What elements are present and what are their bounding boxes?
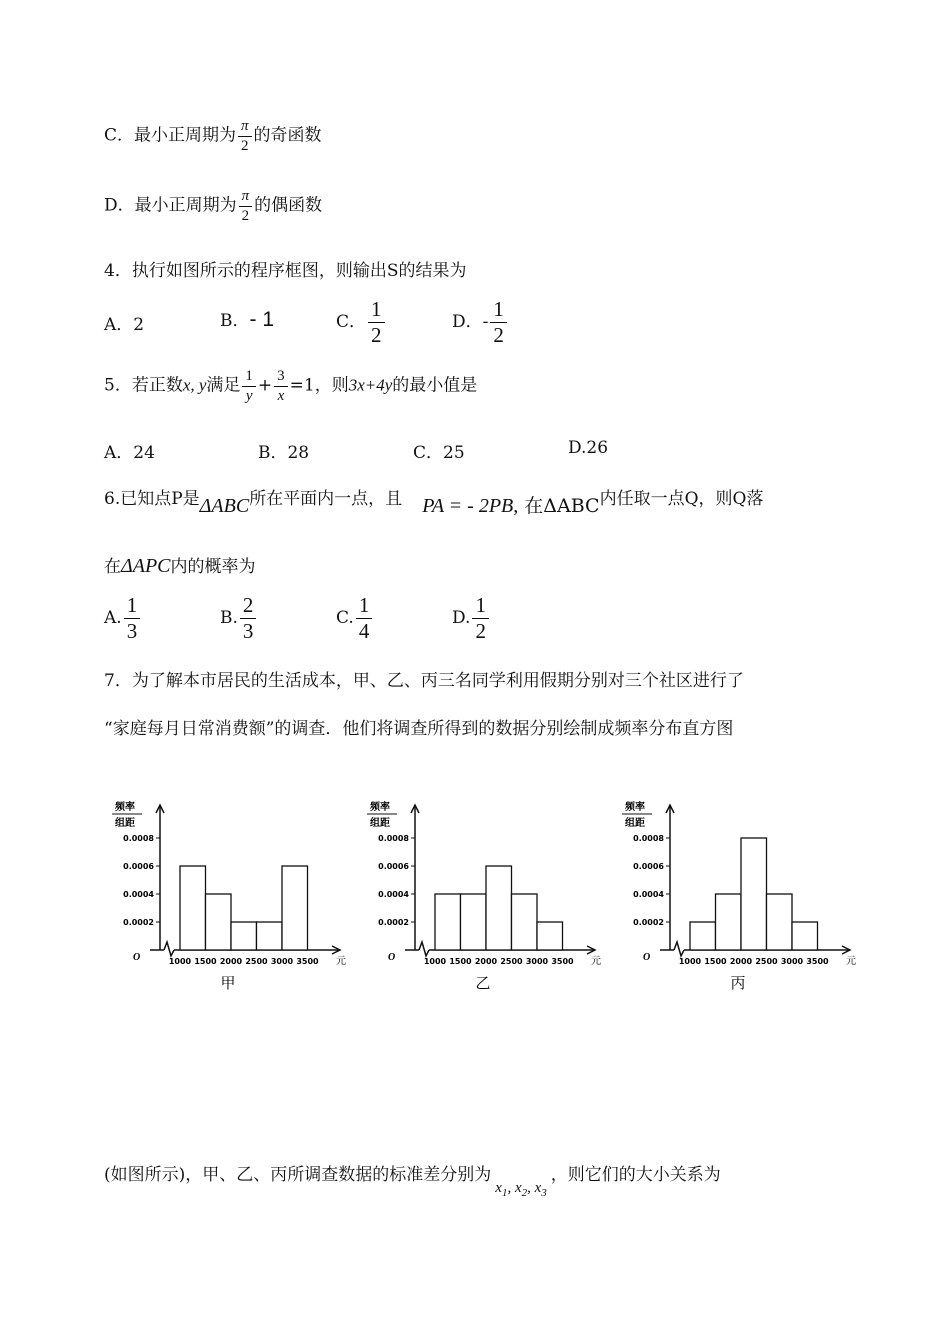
q5-suffix: 的最小值是 — [392, 375, 478, 396]
chart1-xtick-label-0: 1000 — [168, 957, 192, 966]
q7-line-1: 7．为了解本市居民的生活成本，甲、乙、丙三名同学利用假期分别对三个社区进行了 — [104, 671, 744, 691]
q4-stem: 4．执行如图所示的程序框图，则输出S的结果为 — [104, 261, 467, 281]
q6-a-num: 1 — [124, 594, 141, 619]
q3-c-suffix: 的奇函数 — [253, 125, 322, 146]
chart3-xtick-label-3: 2500 — [755, 957, 778, 966]
chart2-bar-0 — [435, 894, 461, 950]
q5-option-b: B．28 — [258, 443, 310, 463]
chart3-ytick-label-2: 0.0006 — [633, 862, 664, 871]
q5-stem — [104, 368, 477, 404]
q4-d-den: 2 — [493, 323, 504, 348]
chart2-ytick-label-2: 0.0006 — [378, 862, 409, 871]
q6-b-prefix: B. — [220, 608, 238, 629]
chart2-ylabel-bottom: 组距 — [370, 818, 390, 829]
q5-f1-den: y — [245, 387, 253, 404]
q6-option-a — [104, 594, 142, 643]
q5-option-d: D.26 — [568, 438, 609, 458]
chart3-x-unit: 元 — [846, 956, 856, 967]
chart1-ytick-label-2: 0.0006 — [123, 862, 154, 871]
chart3-bar-0 — [690, 922, 716, 950]
chart3-ytick-label-1: 0.0004 — [633, 890, 664, 899]
q4-option-c — [336, 298, 387, 347]
q4-c-num: 1 — [368, 298, 385, 323]
chart1-title: 甲 — [220, 974, 236, 992]
q5-eq: =1，则 — [289, 375, 349, 396]
chart3-x-axis-break — [674, 942, 684, 956]
q7-line-2: “家庭每月日常消费额”的调查．他们将调查所得到的数据分别绘制成频率分布直方图 — [104, 719, 734, 739]
q6-c-fraction — [356, 594, 373, 643]
chart2-xtick-label-1: 1500 — [449, 957, 472, 966]
q3-option-d — [104, 188, 322, 224]
q6-option-d — [452, 594, 491, 643]
chart1-x-unit: 元 — [336, 956, 346, 967]
histogram-figures — [100, 790, 860, 1000]
q6-option-b — [220, 594, 258, 643]
chart1-xtick-label-3: 2500 — [245, 957, 268, 966]
q5-vars: x, y — [182, 375, 207, 395]
chart1-xtick-label-5: 3500 — [296, 957, 319, 966]
q3-option-c — [104, 118, 322, 154]
q3-d-fraction — [239, 188, 253, 224]
chart2-xtick-label-0: 1000 — [423, 957, 447, 966]
chart1-ylabel-top: 频率 — [115, 802, 135, 813]
q6-l1b: 所在平面内一点，且 — [249, 489, 403, 509]
chart2-ytick-label-1: 0.0004 — [378, 890, 409, 899]
q4-d-prefix: D． — [452, 312, 483, 333]
q7-l3b: ，则它们的大小关系为 — [550, 1165, 721, 1185]
chart2-xtick-label-4: 3000 — [525, 957, 549, 966]
q3-d-den: 2 — [241, 207, 250, 224]
chart3-xtick-label-1: 1500 — [704, 957, 727, 966]
chart3-bar-4 — [792, 922, 818, 950]
q6-c-num: 1 — [356, 594, 373, 619]
q6-d-prefix: D. — [452, 608, 471, 629]
chart1-bar-0 — [180, 866, 206, 950]
chart2-origin: O — [388, 952, 396, 963]
q5-f2-num: 3 — [274, 368, 288, 387]
q6-a-den: 3 — [126, 619, 138, 644]
q4-c-fraction — [368, 298, 385, 347]
std-dev-symbols: $x_1$, $x_2$, $x_3$ — [495, 1180, 547, 1199]
q5-mid: 满足 — [206, 375, 241, 396]
q5-prefix: 5．若正数 — [104, 375, 183, 396]
q6-c-den: 4 — [358, 619, 370, 644]
chart3-bar-3 — [767, 894, 793, 950]
q4-d-fraction — [490, 298, 507, 347]
q4-option-b — [220, 306, 274, 332]
q6-l1d: 内任取一点Q，则Q落 — [599, 489, 764, 509]
chart1-bar-1 — [206, 894, 232, 950]
q4-d-sign: - — [482, 312, 489, 333]
chart1-ytick-label-1: 0.0004 — [123, 890, 154, 899]
q5-expr: 3x+4y — [348, 375, 393, 395]
q5-plus: + — [257, 375, 273, 396]
q6-l1c: 在ΔABC — [524, 495, 600, 517]
q6-d-den: 2 — [475, 619, 486, 644]
chart1-xtick-label-4: 3000 — [270, 957, 294, 966]
chart2-bar-3 — [512, 894, 538, 950]
chart1-xtick-label-1: 1500 — [194, 957, 217, 966]
chart1-bar-4 — [282, 866, 308, 950]
chart3-ytick-label-0: 0.0002 — [633, 918, 664, 927]
chart2-ytick-label-0: 0.0002 — [378, 918, 409, 927]
chart3-ylabel-top: 频率 — [625, 802, 645, 813]
q7-l3a: (如图所示)，甲、乙、丙所调查数据的标准差分别为 — [104, 1165, 492, 1185]
q5-option-a: A．24 — [104, 443, 155, 463]
q6-triangle-apc: ΔAPC — [121, 555, 171, 577]
chart1-ylabel-bottom: 组距 — [115, 818, 135, 829]
chart2-x-unit: 元 — [591, 956, 601, 967]
q5-f1-num: 1 — [242, 368, 256, 387]
q4-c-prefix: C． — [336, 312, 367, 333]
q4-d-num: 1 — [490, 298, 507, 323]
q6-vector-eq: PA = - 2PB, — [422, 495, 519, 517]
chart3-xtick-label-0: 1000 — [678, 957, 702, 966]
chart3-bar-1 — [716, 894, 742, 950]
q6-a-prefix: A. — [104, 608, 122, 629]
q3-c-prefix: C．最小正周期为 — [104, 125, 237, 146]
chart2-bar-1 — [461, 894, 487, 950]
chart1-ytick-label-0: 0.0002 — [123, 918, 154, 927]
chart1-x-axis-break — [164, 942, 174, 956]
chart2-x-axis-break — [419, 942, 429, 956]
q5-f2-den: x — [277, 387, 285, 404]
q6-l2a: 在 — [104, 557, 121, 577]
q6-a-fraction — [124, 594, 141, 643]
q4-option-a: A．2 — [104, 315, 145, 335]
q3-c-fraction — [238, 118, 252, 154]
q5-fraction-2 — [274, 368, 288, 404]
q6-b-den: 3 — [242, 619, 254, 644]
chart3-title: 丙 — [730, 974, 746, 992]
chart1-xtick-label-2: 2000 — [219, 957, 243, 966]
chart1-origin: O — [133, 952, 141, 963]
q6-d-fraction — [472, 594, 489, 643]
chart3-ytick-label-3: 0.0008 — [633, 834, 664, 843]
chart2-title: 乙 — [475, 974, 491, 992]
chart2-xtick-label-2: 2000 — [474, 957, 498, 966]
chart1-bar-3 — [257, 922, 283, 950]
chart1-bar-2 — [231, 922, 257, 950]
chart2-xtick-label-5: 3500 — [551, 957, 574, 966]
q4-b-prefix: B． — [220, 311, 250, 331]
q6-b-fraction — [240, 594, 257, 643]
q6-l2b: 内的概率为 — [170, 557, 256, 577]
q5-option-c: C．25 — [413, 443, 465, 463]
chart2-xtick-label-3: 2500 — [500, 957, 523, 966]
chart2-ytick-label-3: 0.0008 — [378, 834, 409, 843]
chart3-ylabel-bottom: 组距 — [625, 818, 645, 829]
chart3-origin: O — [643, 952, 651, 963]
q3-c-num: π — [238, 118, 252, 137]
q6-b-num: 2 — [240, 594, 257, 619]
chart2-bar-4 — [537, 922, 563, 950]
chart1-ytick-label-3: 0.0008 — [123, 834, 154, 843]
chart3-xtick-label-5: 3500 — [806, 957, 829, 966]
q4-b-value: - 1 — [249, 308, 275, 331]
q6-d-num: 1 — [472, 594, 489, 619]
q6-l1a: 6.已知点P是 — [104, 489, 200, 509]
q3-d-prefix: D．最小正周期为 — [104, 195, 237, 216]
chart3-bar-2 — [741, 838, 767, 950]
q7-line-3 — [104, 1160, 721, 1199]
q6-c-prefix: C. — [336, 608, 354, 629]
q4-c-den: 2 — [371, 323, 382, 348]
q6-line-2 — [104, 552, 256, 578]
q6-option-c — [336, 594, 374, 643]
chart2-bar-2 — [486, 866, 512, 950]
chart3-xtick-label-4: 3000 — [780, 957, 804, 966]
q4-option-d — [452, 298, 509, 347]
q3-d-num: π — [239, 188, 253, 207]
q3-d-suffix: 的偶函数 — [254, 195, 323, 216]
q6-triangle-abc: ΔABC — [199, 495, 250, 517]
q5-fraction-1 — [242, 368, 256, 404]
q3-c-den: 2 — [241, 137, 249, 154]
chart2-ylabel-top: 频率 — [370, 802, 390, 813]
q6-line-1 — [104, 484, 763, 518]
chart3-xtick-label-2: 2000 — [729, 957, 753, 966]
